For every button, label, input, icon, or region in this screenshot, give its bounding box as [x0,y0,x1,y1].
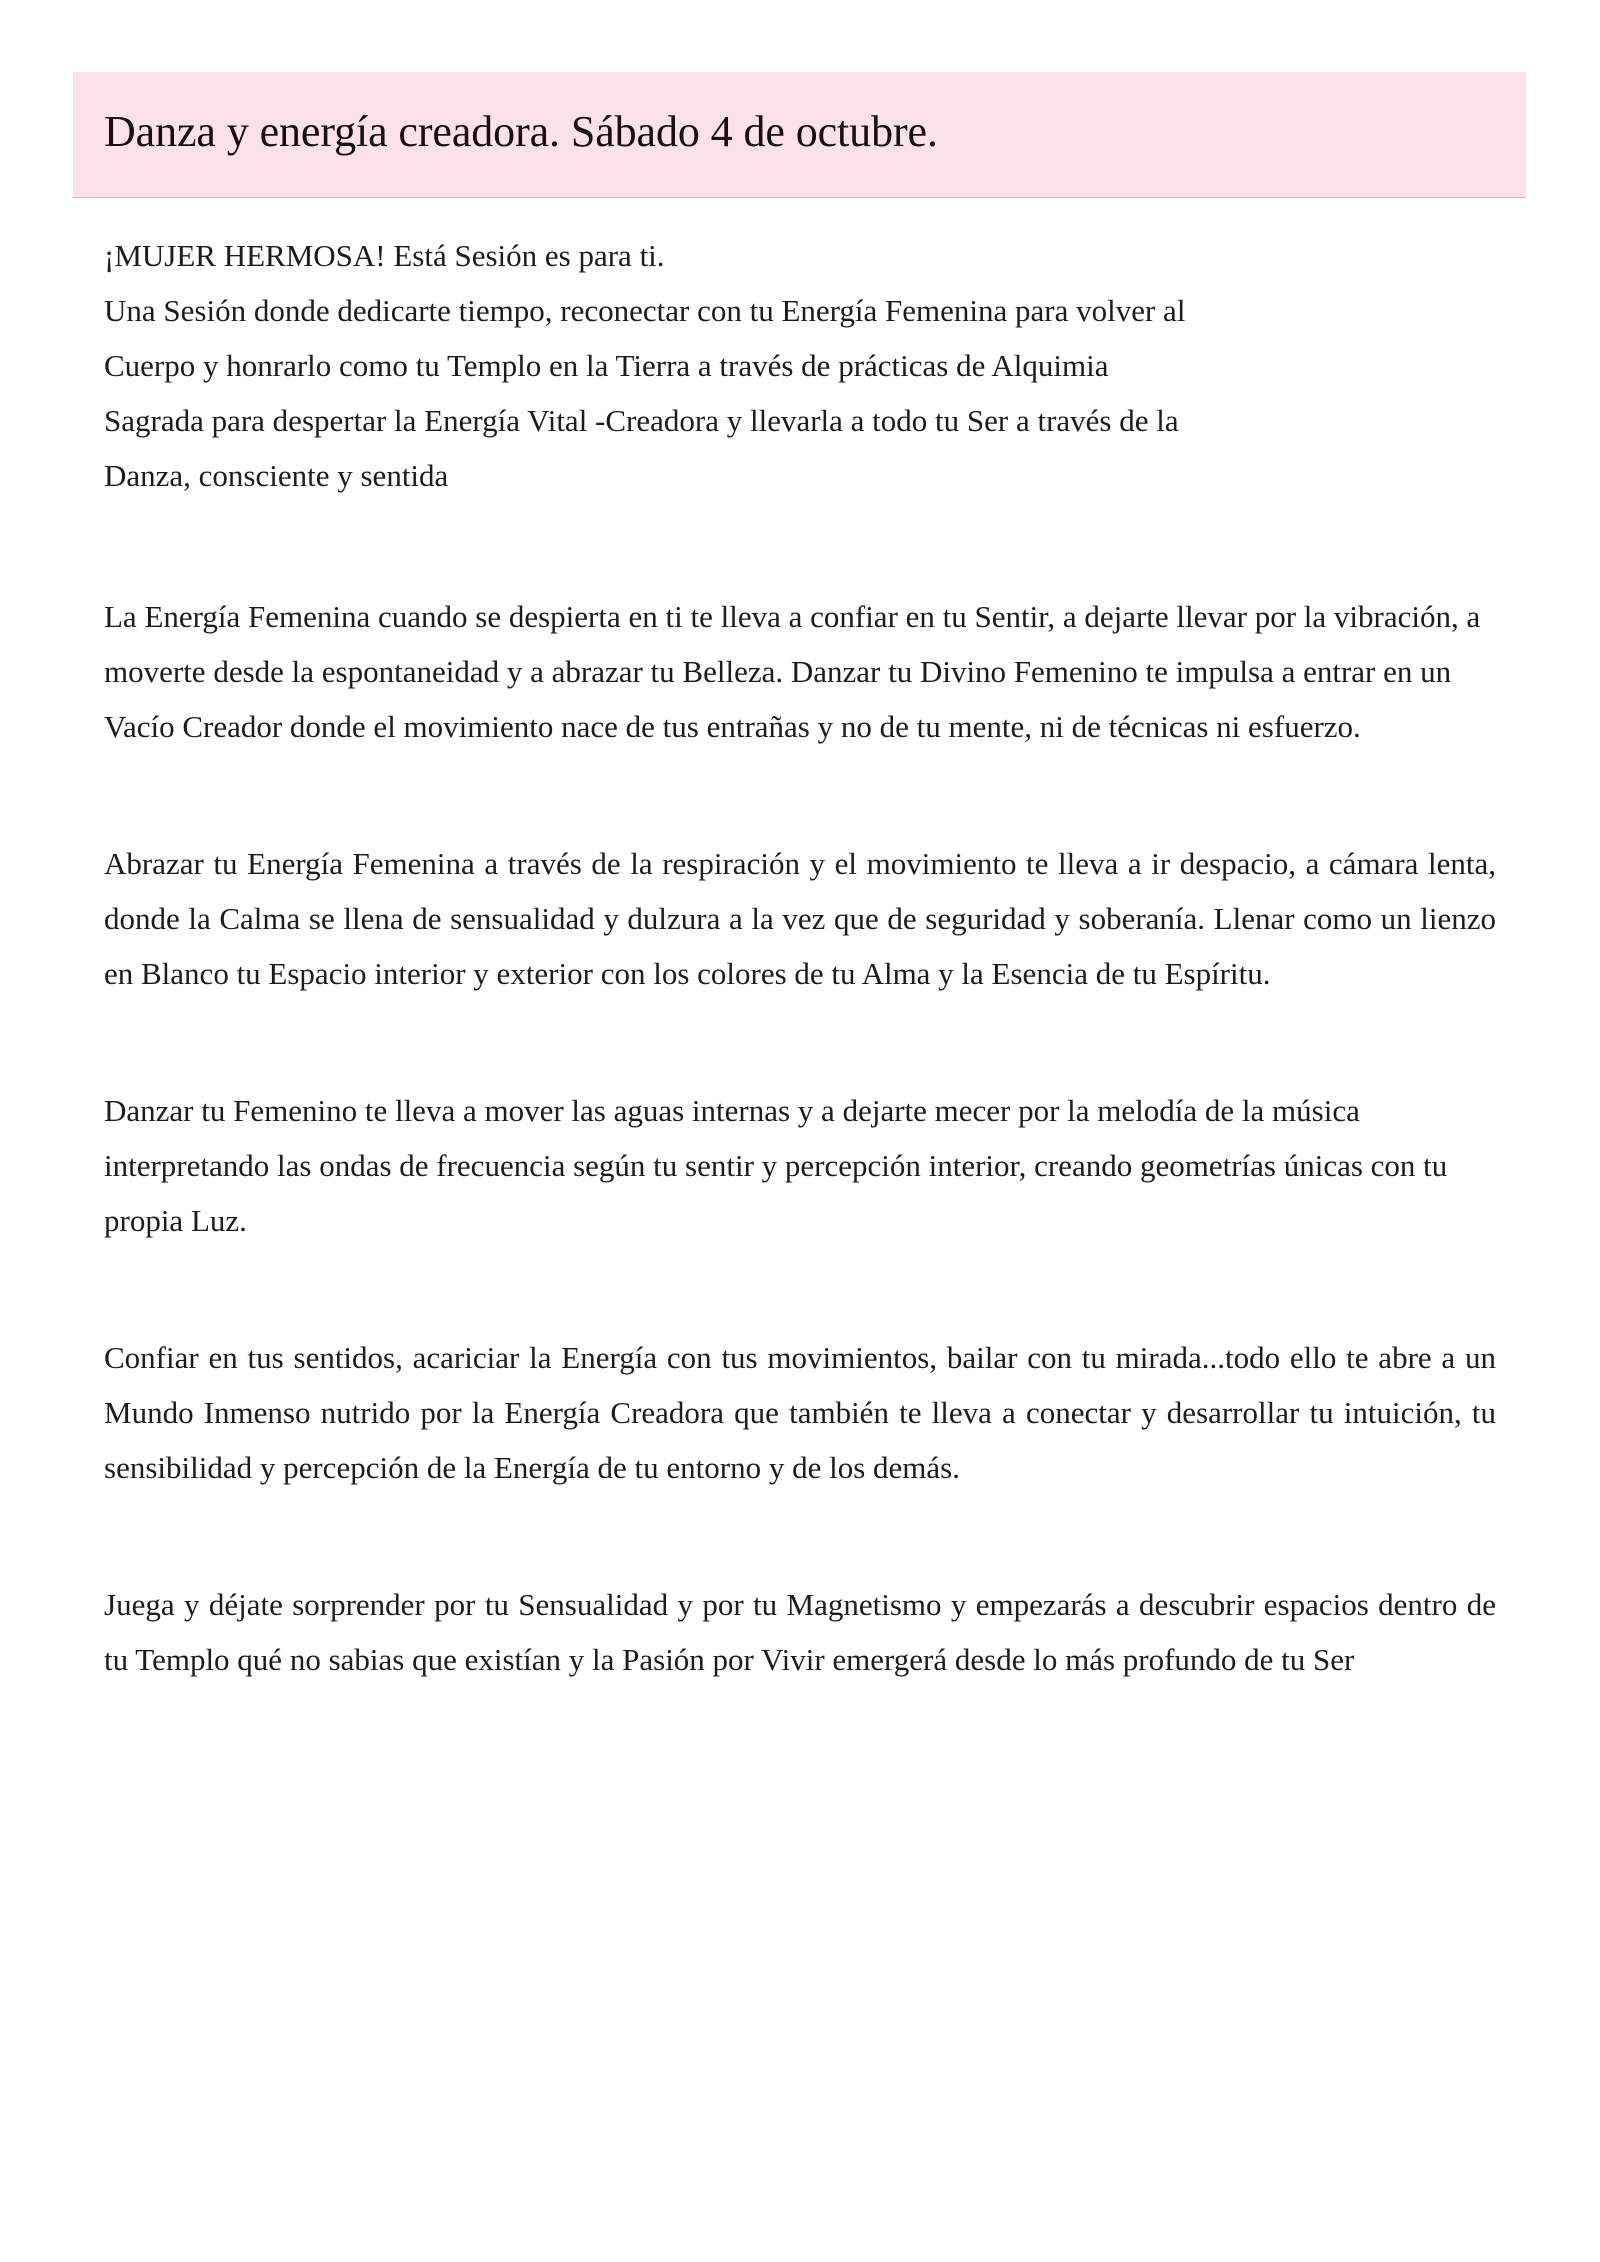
intro-line-1: ¡MUJER HERMOSA! Está Sesión es para ti. [104,238,665,273]
title-banner [73,72,1526,197]
paragraph-danzar-femenino: Danzar tu Femenino te lleva a mover las aguas internas y a dejarte mecer por la melodía de la música interpretando las ondas de frecuencia según tu sentir y percepción interior, creando geometrías únicas con tu propia Luz. [104,1093,1448,1238]
page-title: Danza y energía creadora. Sábado 4 de octubre. [104,107,938,157]
intro-block [104,228,1496,503]
intro-line-4: Sagrada para despertar la Energía Vital -Creadora y llevarla a todo tu Ser a través de la [104,403,1179,438]
paragraph-spacer [104,1001,1496,1083]
intro-line-5: Danza, consciente y sentida [104,458,449,493]
paragraph-spacer [104,1495,1496,1577]
paragraph-abrazar: Abrazar tu Energía Femenina a través de la respiración y el movimiento te lleva a ir despacio, a cámara lenta, donde la Calma se llena de sensualidad y dulzura a la vez que de seguridad y soberanía. Llenar como un lienzo en Blanco tu Espacio interior y exterior con los colores de tu Alma y la Esencia de tu Espíritu. [104,846,1496,991]
paragraph-energia-femenina: La Energía Femenina cuando se despierta en ti te lleva a confiar en tu Sentir, a dejarte llevar por la vibración, a moverte desde la espontaneidad y a abrazar tu Belleza. Danzar tu Divino Femenino te impulsa a entrar en un Vacío Creador donde el movimiento nace de tus entrañas y no de tu mente, ni de técnicas ni esfuerzo. [104,599,1481,744]
intro-line-2: Una Sesión donde dedicarte tiempo, reconectar con tu Energía Femenina para volver al [104,293,1186,328]
paragraph-spacer [104,1248,1496,1330]
paragraph-spacer [104,754,1496,836]
paragraph-spacer [104,503,1496,589]
intro-line-3: Cuerpo y honrarlo como tu Templo en la Tierra a través de prácticas de Alquimia [104,348,1109,383]
paragraph-juega: Juega y déjate sorprender por tu Sensualidad y por tu Magnetismo y empezarás a descubrir espacios dentro de tu Templo qué no sabias que existían y la Pasión por Vivir emergerá desde lo más profundo de tu Ser [104,1587,1496,1677]
paragraph-confiar: Confiar en tus sentidos, acariciar la Energía con tus movimientos, bailar con tu mirada...todo ello te abre a un Mundo Inmenso nutrido por la Energía Creadora que también te lleva a conectar y desarrollar tu intuición, tu sensibilidad y percepción de la Energía de tu entorno y de los demás. [104,1340,1496,1485]
document-body [104,228,1496,1687]
